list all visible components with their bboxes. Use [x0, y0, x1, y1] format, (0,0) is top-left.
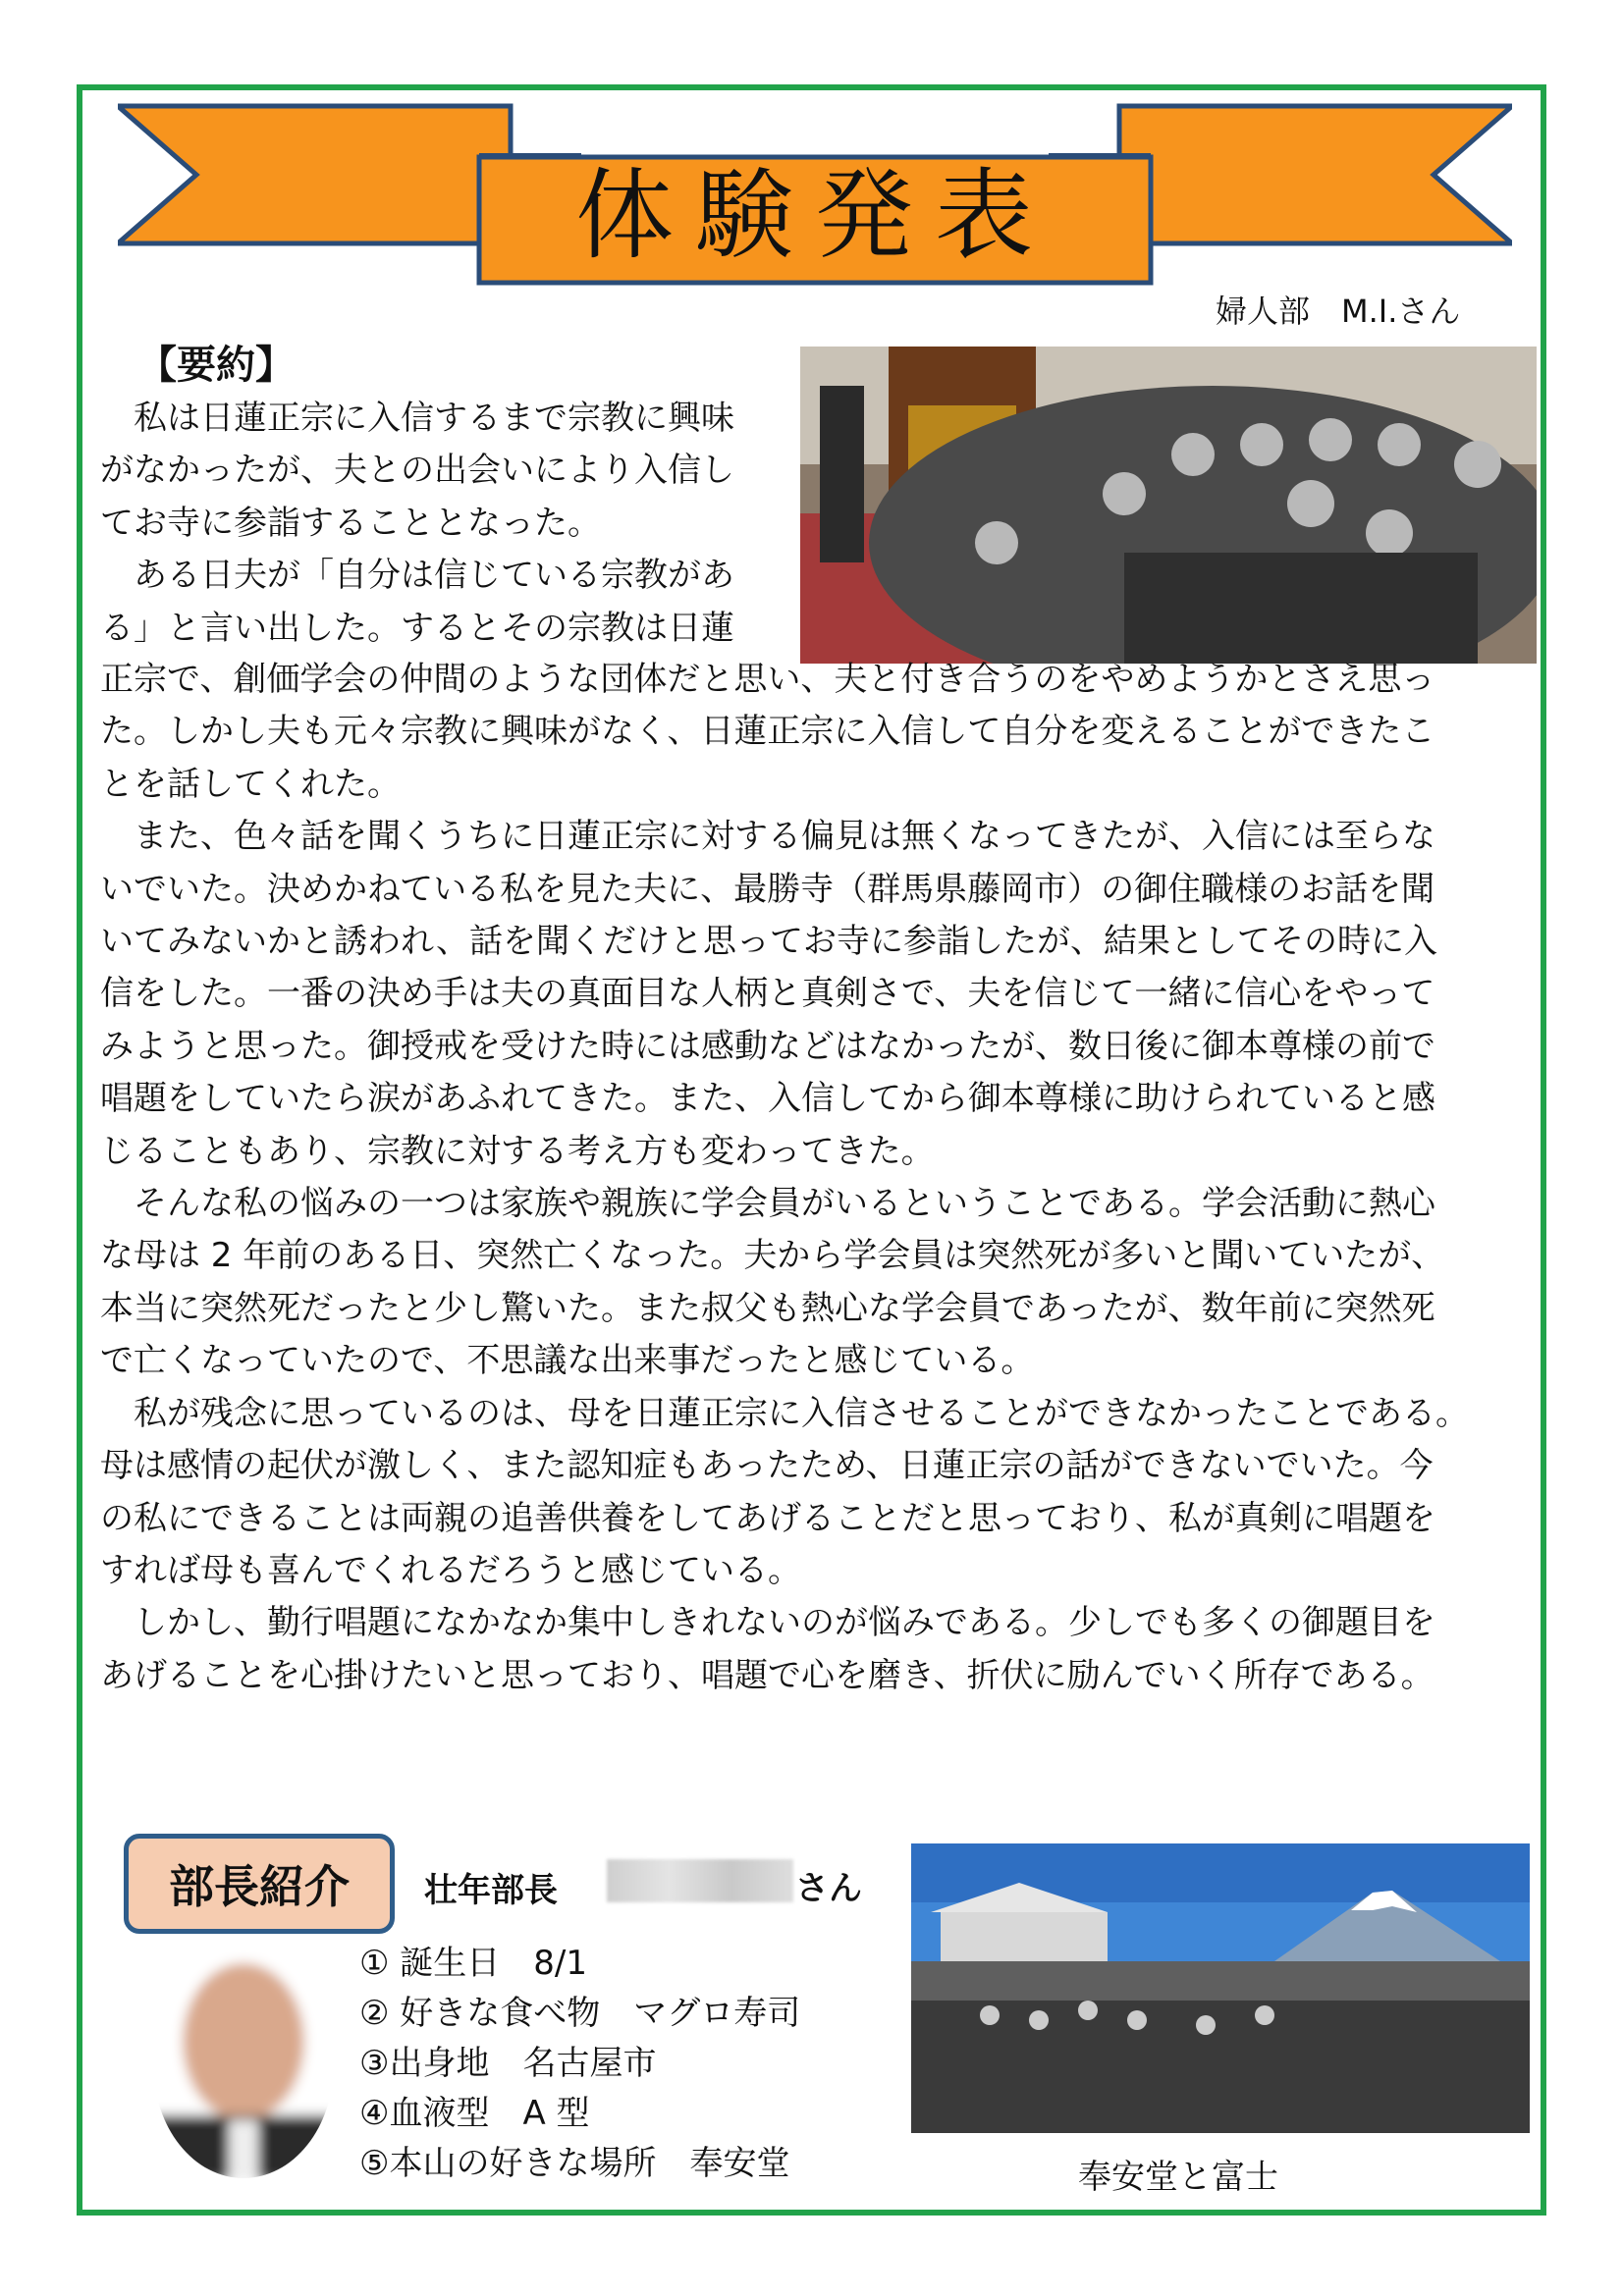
ribbon-right-tail — [1119, 106, 1512, 243]
chief-profile-list — [359, 1939, 800, 2189]
text-line: また、色々話を聞くうちに日蓮正宗に対する偏見は無くなってきたが、入信には至らな — [100, 817, 1435, 857]
text-line: 唱題をしていたら涙があふれてきた。また、入信してから御本尊様に助けられていると感 — [100, 1079, 1435, 1119]
ribbon-left-tail — [118, 106, 511, 243]
text-line: 正宗で、創価学会の仲間のような団体だと思い、夫と付き合うのをやめようかとさえ思っ — [100, 660, 1435, 699]
profile-item: ④血液型 A 型 — [359, 2094, 590, 2133]
chief-portrait — [150, 1949, 337, 2180]
text-line: る」と言い出した。するとその宗教は日蓮 — [100, 608, 734, 648]
event-photo — [800, 347, 1537, 664]
text-line: な母は 2 年前のある日、突然亡くなった。夫から学会員は突然死が多いと聞いていたが、 — [100, 1236, 1445, 1276]
profile-item: ⑤本山の好きな場所 奉安堂 — [359, 2144, 790, 2183]
chief-intro-badge: 部長紹介 — [124, 1834, 395, 1934]
hoando-fuji-photo — [911, 1843, 1530, 2133]
text-line: みようと思った。御授戒を受けた時には感動などはなかったが、数日後に御本尊様の前で — [100, 1026, 1435, 1066]
text-line: いてみないかと誘われ、話を聞くだけと思ってお寺に参詣したが、結果としてその時に入 — [100, 922, 1438, 962]
profile-item: ② 好きな食べ物 マグロ寿司 — [359, 1994, 801, 2033]
chief-role: 壮年部長 — [424, 1871, 558, 1910]
profile-item: ③出身地 名古屋市 — [359, 2044, 657, 2083]
text-line: で亡くなっていたので、不思議な出来事だったと感じている。 — [100, 1341, 1035, 1381]
text-line: 信をした。一番の決め手は夫の真面目な人柄と真剣さで、夫を信じて一緒に信心をやって — [100, 974, 1435, 1014]
text-line: じることもあり、宗教に対する考え方も変わってきた。 — [100, 1131, 935, 1171]
text-line: ある日夫が「自分は信じている宗教があ — [100, 556, 734, 596]
author-byline: 婦人部 M.I.さん — [1216, 293, 1461, 330]
photo-caption: 奉安堂と富士 — [1078, 2158, 1278, 2197]
profile-item: ① 誕生日 8/1 — [359, 1944, 588, 1983]
text-line: た。しかし夫も元々宗教に興味がなく、日蓮正宗に入信して自分を変えることができたこ — [100, 712, 1435, 752]
text-line: しかし、勤行唱題になかなか集中しきれないのが悩みである。少しでも多くの御題目を — [100, 1603, 1435, 1643]
text-line: てお寺に参詣することとなった。 — [100, 503, 601, 543]
page-title: 体験発表 — [575, 158, 1055, 273]
text-line: 私が残念に思っているのは、母を日蓮正宗に入信させることができなかったことである。 — [100, 1393, 1469, 1433]
article-intro — [100, 393, 780, 655]
article-body — [100, 654, 1534, 1702]
summary-heading: 【要約】 — [137, 343, 295, 388]
chief-honorific: さん — [795, 1869, 862, 1908]
chief-name-redacted — [607, 1859, 793, 1902]
text-line: 母は感情の起伏が激しく、また認知症もあったため、日蓮正宗の話ができないでいた。今 — [100, 1446, 1434, 1486]
text-line: がなかったが、夫との出会いにより入信し — [100, 451, 734, 491]
text-line: そんな私の悩みの一つは家族や親族に学会員がいるということである。学会活動に熱心 — [100, 1184, 1435, 1224]
text-line: とを話してくれた。 — [100, 764, 401, 804]
text-line: 本当に突然死だったと少し驚いた。また叔父も熱心な学会員であったが、数年前に突然死 — [100, 1288, 1435, 1328]
text-line: すれば母も喜んでくれるだろうと感じている。 — [100, 1550, 801, 1590]
text-line: の私にできることは両親の追善供養をしてあげることだと思っており、私が真剣に唱題を — [100, 1498, 1435, 1538]
text-line: 私は日蓮正宗に入信するまで宗教に興味 — [100, 399, 734, 438]
text-line: あげることを心掛けたいと思っており、唱題で心を磨き、折伏に励んでいく所存である。 — [100, 1655, 1434, 1695]
text-line: いでいた。決めかねている私を見た夫に、最勝寺（群馬県藤岡市）の御住職様のお話を聞 — [100, 869, 1435, 909]
